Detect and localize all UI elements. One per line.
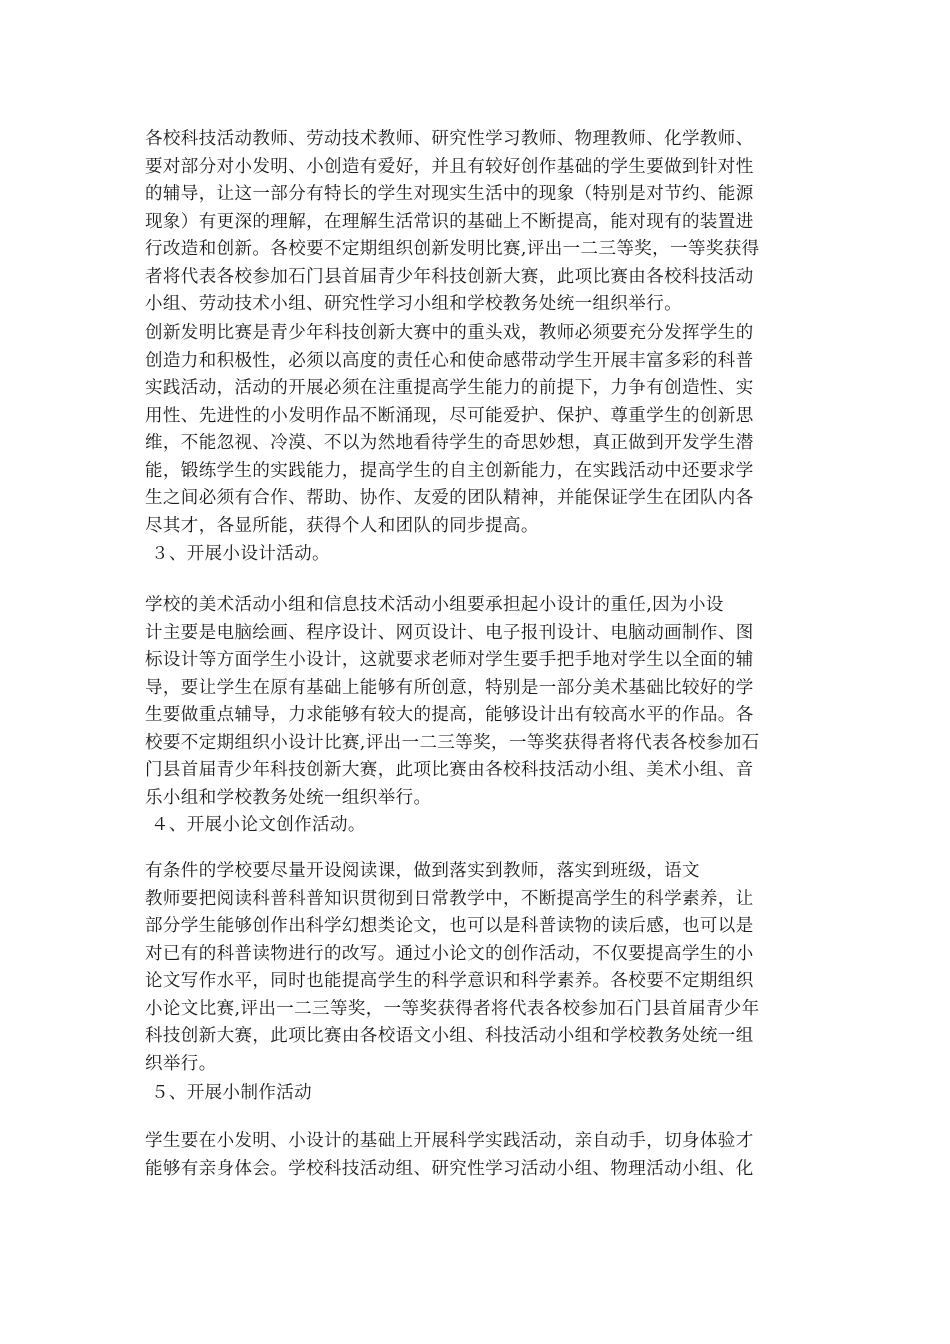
paragraph-design-activities: 学校的美术活动小组和信息技术活动小组要承担起小设计的重任,因为小设 计主要是电脑绘画、程序设计、网页设计、电子报刊设计、电脑动画制作、图 标设计等方面学生小设计，这就要求老师对学生要手把手地对学生以全面的辅 导，要让学生在原有基础上能够有所创意，特别是一部分美术基础比较好的学 生要做重点辅导，力求能够有较大的提高，能够设计出有较高水平的作品。各 校要不定期组织小设计比赛,评出一二三等奖，一等奖获得者将代表各校参加石 门县首届青少年科技创新大赛，此项比赛由各校科技活动小组、美术小组、音 乐小组和学校教务处统一组织举行。 bbox=[145, 595, 760, 808]
paragraph-essay-activities: 有条件的学校要尽量开设阅读课，做到落实到教师，落实到班级，语文 教师要把阅读科普科普知识贯彻到日常教学中，不断提高学生的科学素养，让 部分学生能够创作出科学幻想类论文，也可以是科普读物的读后感，也可以是 对已有的科普读物进行的改写。通过小论文的创作活动，不仅要提高学生的小 论文写作水平，同时也能提高学生的科学意识和科学素养。各校要不定期组织 小论文比赛,评出一二三等奖，一等奖获得者将代表各校参加石门县首届青少年 科技创新大赛，此项比赛由各校语文小组、科技活动小组和学校教务处统一组 织举行。 bbox=[145, 861, 760, 1074]
paragraph-invention-teachers: 各校科技活动教师、劳动技术教师、研究性学习教师、物理教师、化学教师、 要对部分对小发明、小创造有爱好，并且有较好创作基础的学生要做到针对性 的辅导，让这一部分有特长的学生对现实生活中的现象（特别是对节约、能源 现象）有更深的理解，在理解生活常识的基础上不断提高，能对现有的装置进 行改造和创新。各校要不定期组织创新发明比赛,评出一二三等奖，一等奖获得 者将代表各校参加石门县首届青少年科技创新大赛，此项比赛由各校科技活动 小组、劳动技术小组、研究性学习小组和学校教务处统一组织举行。 bbox=[145, 129, 760, 314]
section-heading-design: ３、开展小设计活动。 bbox=[145, 544, 330, 564]
paragraph-invention-contest: 创新发明比赛是青少年科技创新大赛中的重头戏，教师必须要充分发挥学生的 创造力和积极性，必须以高度的责任心和使命感带动学生开展丰富多彩的科普 实践活动，活动的开展必须在注重提高学生能力的前提下，力争有创造性、实 用性、先进性的小发明作品不断涌现，尽可能爱护、保护、尊重学生的创新思 维，不能忽视、冷漠、不以为然地看待学生的奇思妙想，真正做到开发学生潜 能，锻练学生的实践能力，提高学生的自主创新能力，在实践活动中还要求学 生之间必须有合作、帮助、协作、友爱的团队精神，并能保证学生在团队内各 尽其才，各显所能，获得个人和团队的同步提高。 bbox=[145, 323, 754, 536]
section-heading-crafting: ５、开展小制作活动 bbox=[145, 1083, 313, 1103]
paragraph-crafting-activities: 学生要在小发明、小设计的基础上开展科学实践活动，亲自动手，切身体验才 能够有亲身体会。学校科技活动组、研究性学习活动小组、物理活动小组、化 bbox=[145, 1131, 754, 1179]
section-heading-essay: ４、开展小论文创作活动。 bbox=[145, 815, 366, 835]
